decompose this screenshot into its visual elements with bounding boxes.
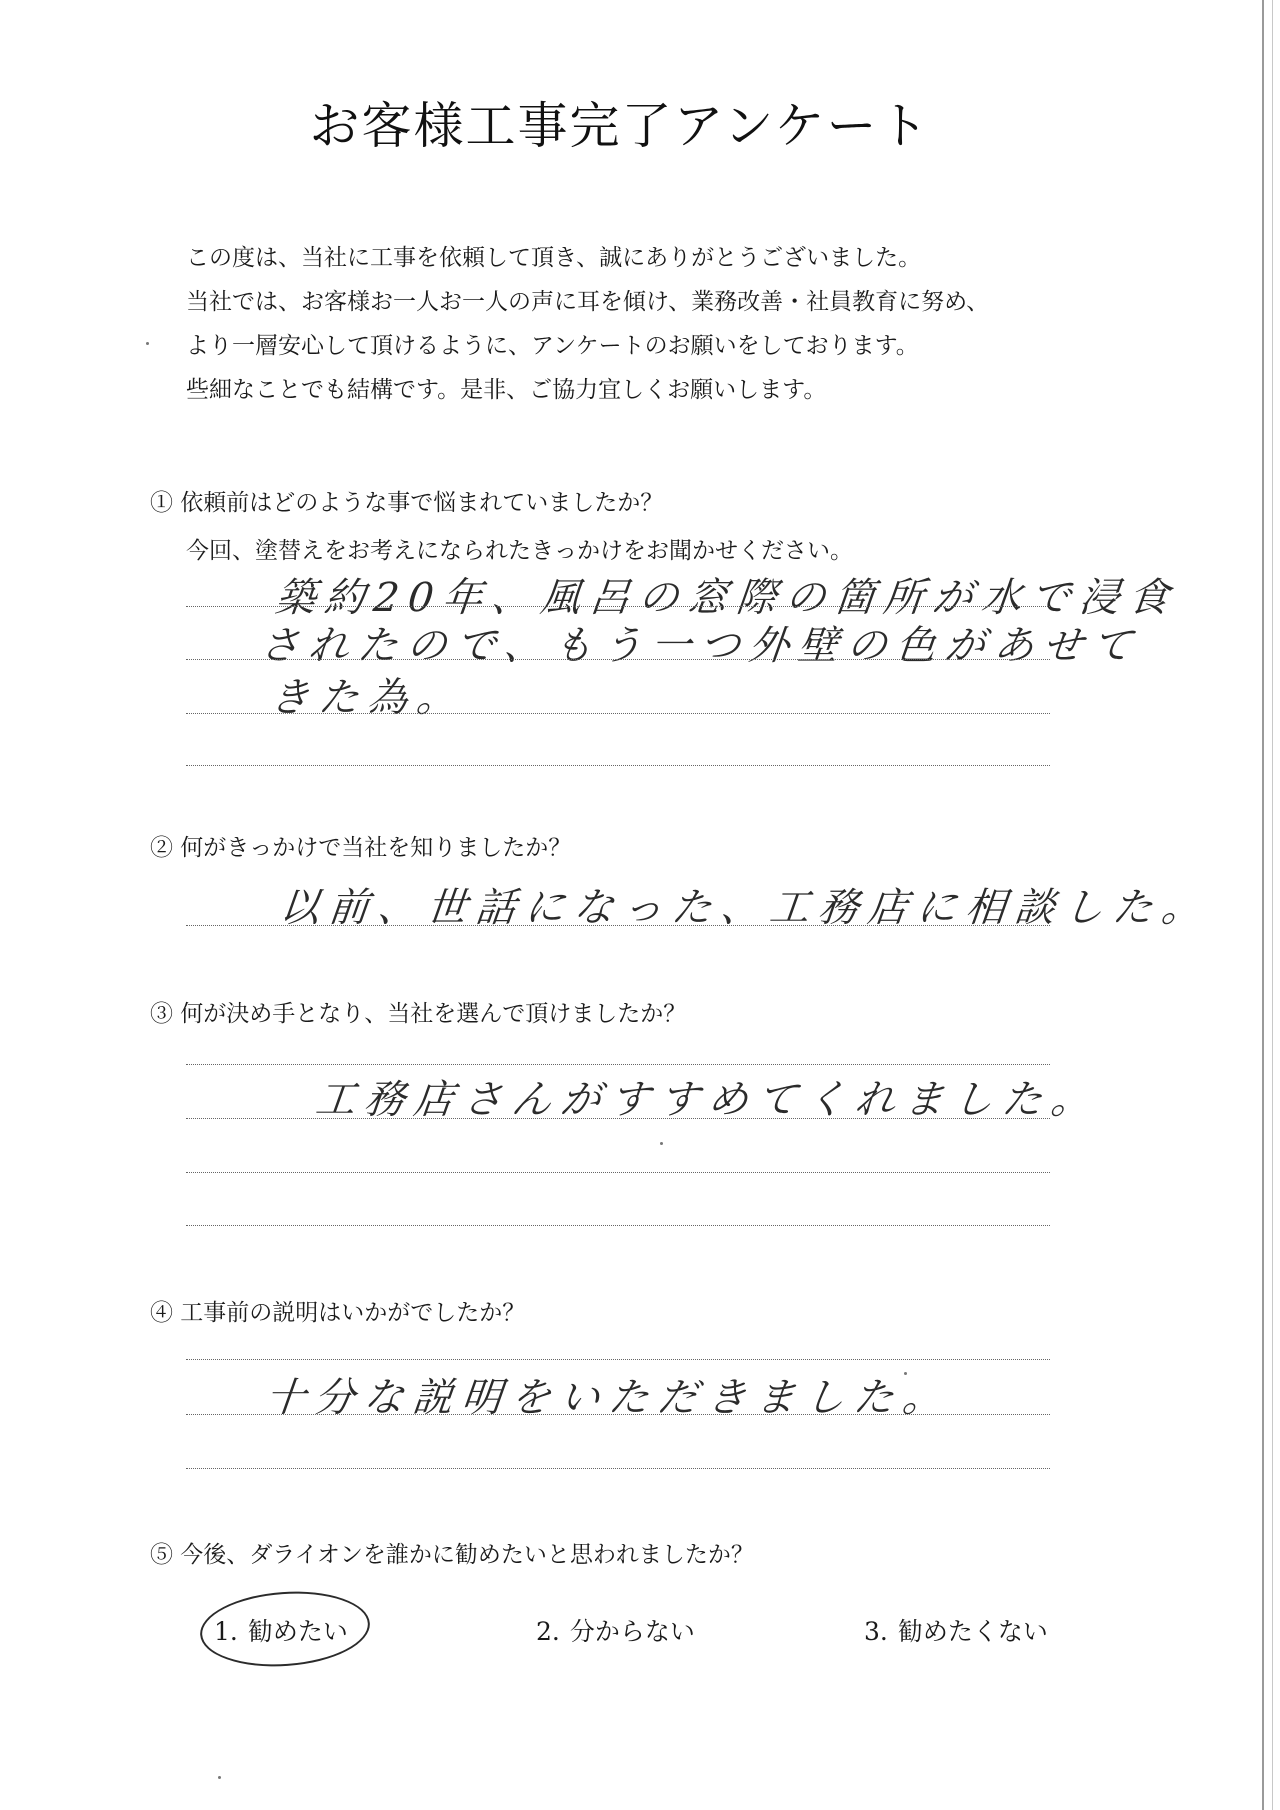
answer-rule [186,925,1050,926]
page-edge-line [1262,0,1264,1810]
answer-rule [186,1064,1050,1065]
intro-line: 当社では、お客様お一人お一人の声に耳を傾け、業務改善・社員教育に努め、 [186,289,990,315]
option-not-recommend[interactable] [864,1612,1048,1648]
answer-rule [186,659,1050,660]
intro-line: 些細なことでも結構です。是非、ご協力宜しくお願いします。 [186,377,827,403]
scan-speck [146,342,149,345]
intro-text [186,236,989,412]
option-unsure[interactable] [536,1612,695,1648]
option-recommend[interactable] [214,1612,348,1648]
question-1-answer-line: 築約20年、風呂の窓際の箇所が水で浸食 [273,575,1180,621]
question-3: ③ 何が決め手となり、当社を選んで頂けましたか？ [150,1001,687,1027]
intro-line: この度は、当社に工事を依頼して頂き、誠にありがとうございました。 [186,245,922,271]
option-label: 分からない [569,1617,695,1646]
answer-rule [186,1225,1050,1226]
scan-speck [660,1142,663,1145]
option-number: 3. [864,1617,888,1646]
answer-rule [186,1118,1050,1119]
option-number: 2. [536,1617,560,1646]
answer-rule [186,1414,1050,1415]
page-edge-line [1272,0,1273,1810]
question-1: ① 依頼前はどのような事で悩まれていましたか？ [150,490,664,516]
answer-rule [186,713,1050,714]
option-label: 勧めたい [247,1617,348,1646]
option-number: 1. [214,1617,238,1646]
question-2: ② 何がきっかけで当社を知りましたか？ [150,835,572,861]
answer-rule [186,1359,1050,1360]
scan-speck [904,1372,907,1375]
question-4-answer-line: 十分な説明をいただきました。 [263,1375,955,1421]
question-1-subprompt: 今回、塗替えをお考えになられたきっかけをお聞かせください。 [186,538,853,564]
survey-title: お客様工事完了アンケート [309,97,931,155]
intro-line: より一層安心して頂けるように、アンケートのお願いをしております。 [186,333,919,359]
question-1-answer-line: きた為。 [267,675,469,721]
question-4: ④ 工事前の説明はいかがでしたか？ [150,1300,526,1326]
scan-speck [218,1776,221,1779]
answer-rule [186,1468,1050,1469]
question-5: ⑤ 今後、ダライオンを誰かに勧めたいと思われましたか？ [150,1542,754,1568]
question-1-answer-line: されたので、もう一つ外壁の色があせて [257,623,1144,669]
question-3-answer-line: 工務店さんがすすめてくれました。 [313,1077,1103,1123]
option-label: 勧めたくない [897,1617,1048,1646]
answer-rule [186,765,1050,766]
question-2-answer-line: 以前、世話になった、工務店に相談した。 [277,885,1214,931]
answer-rule [186,1172,1050,1173]
answer-rule [186,606,1050,607]
